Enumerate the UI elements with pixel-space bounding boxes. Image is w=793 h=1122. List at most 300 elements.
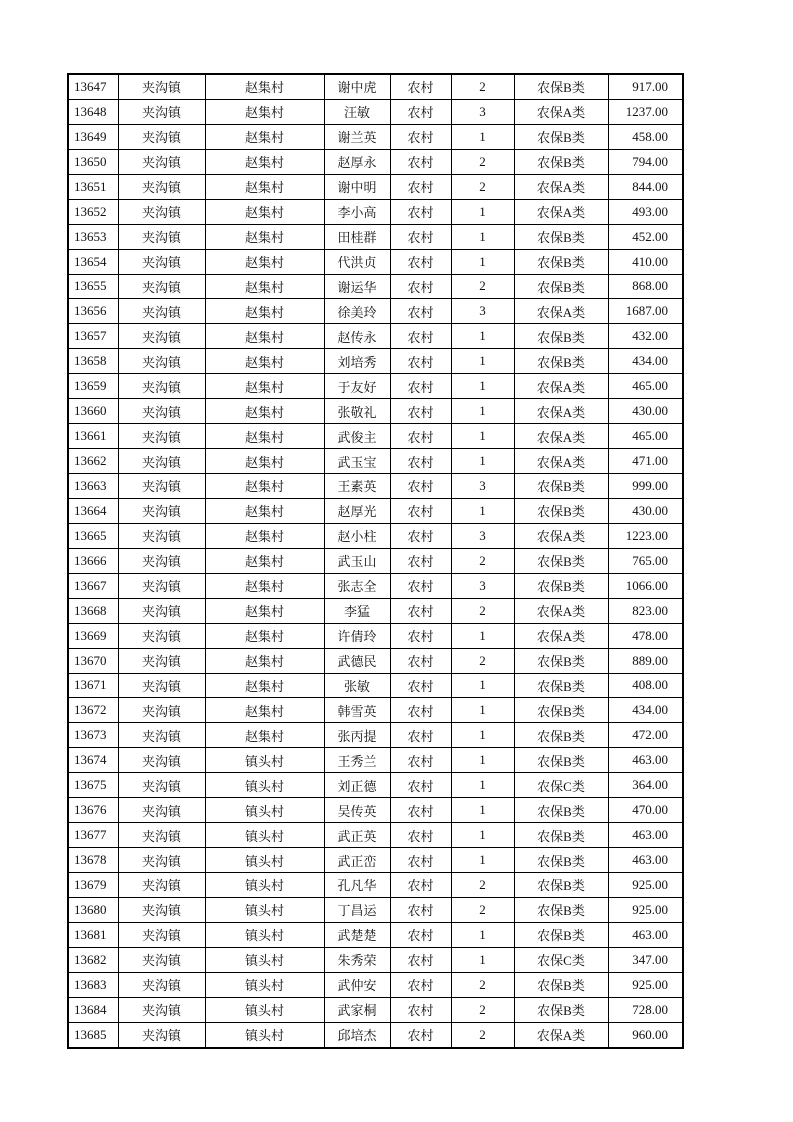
- town-cell: 夹沟镇: [118, 199, 205, 224]
- table-row: [68, 449, 683, 474]
- table-row: [68, 798, 683, 823]
- insurance-category-cell: 农保A类: [514, 1022, 608, 1047]
- village-cell: 镇头村: [205, 848, 324, 873]
- village-cell: 镇头村: [205, 873, 324, 898]
- table-row: [68, 773, 683, 798]
- amount-cell: 472.00: [608, 723, 683, 748]
- insurance-category-cell: 农保A类: [514, 374, 608, 399]
- record-id-cell: 13651: [68, 174, 118, 199]
- village-cell: 赵集村: [205, 424, 324, 449]
- insurance-category-cell: 农保B类: [514, 723, 608, 748]
- person-name-cell: 赵厚光: [324, 498, 390, 523]
- area-type-cell: 农村: [390, 498, 451, 523]
- amount-cell: 794.00: [608, 149, 683, 174]
- area-type-cell: 农村: [390, 723, 451, 748]
- town-cell: 夹沟镇: [118, 324, 205, 349]
- insurance-category-cell: 农保A类: [514, 523, 608, 548]
- amount-cell: 463.00: [608, 823, 683, 848]
- town-cell: 夹沟镇: [118, 374, 205, 399]
- amount-cell: 430.00: [608, 399, 683, 424]
- village-cell: 镇头村: [205, 823, 324, 848]
- town-cell: 夹沟镇: [118, 897, 205, 922]
- village-cell: 镇头村: [205, 997, 324, 1022]
- amount-cell: 844.00: [608, 174, 683, 199]
- insurance-category-cell: 农保A类: [514, 299, 608, 324]
- record-id-cell: 13650: [68, 149, 118, 174]
- town-cell: 夹沟镇: [118, 424, 205, 449]
- amount-cell: 458.00: [608, 124, 683, 149]
- household-size-cell: 1: [451, 224, 514, 249]
- town-cell: 夹沟镇: [118, 947, 205, 972]
- amount-cell: 430.00: [608, 498, 683, 523]
- village-cell: 赵集村: [205, 449, 324, 474]
- town-cell: 夹沟镇: [118, 224, 205, 249]
- person-name-cell: 朱秀荣: [324, 947, 390, 972]
- area-type-cell: 农村: [390, 748, 451, 773]
- amount-cell: 960.00: [608, 1022, 683, 1047]
- household-size-cell: 1: [451, 673, 514, 698]
- village-cell: 赵集村: [205, 573, 324, 598]
- area-type-cell: 农村: [390, 523, 451, 548]
- record-id-cell: 13681: [68, 922, 118, 947]
- area-type-cell: 农村: [390, 474, 451, 499]
- village-cell: 赵集村: [205, 523, 324, 548]
- village-cell: 赵集村: [205, 474, 324, 499]
- insurance-category-cell: 农保B类: [514, 873, 608, 898]
- person-name-cell: 于友好: [324, 374, 390, 399]
- table-row: [68, 498, 683, 523]
- person-name-cell: 孔凡华: [324, 873, 390, 898]
- person-name-cell: 武正峦: [324, 848, 390, 873]
- insurance-category-cell: 农保C类: [514, 947, 608, 972]
- town-cell: 夹沟镇: [118, 773, 205, 798]
- person-name-cell: 谢中明: [324, 174, 390, 199]
- insurance-category-cell: 农保C类: [514, 773, 608, 798]
- town-cell: 夹沟镇: [118, 174, 205, 199]
- record-id-cell: 13671: [68, 673, 118, 698]
- record-id-cell: 13664: [68, 498, 118, 523]
- person-name-cell: 武玉山: [324, 548, 390, 573]
- village-cell: 赵集村: [205, 324, 324, 349]
- area-type-cell: 农村: [390, 299, 451, 324]
- area-type-cell: 农村: [390, 224, 451, 249]
- amount-cell: 478.00: [608, 623, 683, 648]
- amount-cell: 463.00: [608, 848, 683, 873]
- village-cell: 赵集村: [205, 349, 324, 374]
- amount-cell: 889.00: [608, 648, 683, 673]
- insurance-category-cell: 农保B类: [514, 498, 608, 523]
- amount-cell: 1066.00: [608, 573, 683, 598]
- household-size-cell: 1: [451, 623, 514, 648]
- insurance-category-cell: 农保B类: [514, 474, 608, 499]
- table-row: [68, 873, 683, 898]
- area-type-cell: 农村: [390, 424, 451, 449]
- table-body: [68, 74, 683, 1048]
- area-type-cell: 农村: [390, 374, 451, 399]
- amount-cell: 868.00: [608, 274, 683, 299]
- insurance-category-cell: 农保B类: [514, 274, 608, 299]
- area-type-cell: 农村: [390, 848, 451, 873]
- person-name-cell: 李猛: [324, 598, 390, 623]
- household-size-cell: 2: [451, 598, 514, 623]
- insurance-category-cell: 农保B类: [514, 972, 608, 997]
- person-name-cell: 丁昌运: [324, 897, 390, 922]
- village-cell: 镇头村: [205, 748, 324, 773]
- household-size-cell: 1: [451, 199, 514, 224]
- table-row: [68, 823, 683, 848]
- area-type-cell: 农村: [390, 623, 451, 648]
- town-cell: 夹沟镇: [118, 673, 205, 698]
- household-size-cell: 1: [451, 798, 514, 823]
- area-type-cell: 农村: [390, 199, 451, 224]
- table-row: [68, 374, 683, 399]
- household-size-cell: 1: [451, 748, 514, 773]
- area-type-cell: 农村: [390, 798, 451, 823]
- amount-cell: 1687.00: [608, 299, 683, 324]
- table-row: [68, 972, 683, 997]
- record-id-cell: 13676: [68, 798, 118, 823]
- insurance-category-cell: 农保A类: [514, 399, 608, 424]
- record-id-cell: 13685: [68, 1022, 118, 1047]
- area-type-cell: 农村: [390, 548, 451, 573]
- insurance-category-cell: 农保A类: [514, 424, 608, 449]
- record-id-cell: 13656: [68, 299, 118, 324]
- record-id-cell: 13683: [68, 972, 118, 997]
- area-type-cell: 农村: [390, 99, 451, 124]
- table-row: [68, 424, 683, 449]
- table-row: [68, 848, 683, 873]
- amount-cell: 493.00: [608, 199, 683, 224]
- area-type-cell: 农村: [390, 947, 451, 972]
- table-row: [68, 399, 683, 424]
- village-cell: 赵集村: [205, 598, 324, 623]
- table-row: [68, 224, 683, 249]
- town-cell: 夹沟镇: [118, 623, 205, 648]
- person-name-cell: 许倩玲: [324, 623, 390, 648]
- record-id-cell: 13667: [68, 573, 118, 598]
- village-cell: 赵集村: [205, 374, 324, 399]
- village-cell: 赵集村: [205, 648, 324, 673]
- insurance-category-cell: 农保B类: [514, 922, 608, 947]
- village-cell: 赵集村: [205, 224, 324, 249]
- area-type-cell: 农村: [390, 648, 451, 673]
- record-id-cell: 13654: [68, 249, 118, 274]
- table-row: [68, 249, 683, 274]
- record-id-cell: 13665: [68, 523, 118, 548]
- village-cell: 镇头村: [205, 798, 324, 823]
- table-row: [68, 698, 683, 723]
- person-name-cell: 赵厚永: [324, 149, 390, 174]
- village-cell: 赵集村: [205, 274, 324, 299]
- insurance-category-cell: 农保A类: [514, 449, 608, 474]
- household-size-cell: 2: [451, 548, 514, 573]
- town-cell: 夹沟镇: [118, 149, 205, 174]
- table-row: [68, 648, 683, 673]
- area-type-cell: 农村: [390, 249, 451, 274]
- town-cell: 夹沟镇: [118, 823, 205, 848]
- town-cell: 夹沟镇: [118, 997, 205, 1022]
- area-type-cell: 农村: [390, 598, 451, 623]
- record-id-cell: 13649: [68, 124, 118, 149]
- insurance-category-cell: 农保A类: [514, 623, 608, 648]
- insurance-category-cell: 农保B类: [514, 673, 608, 698]
- village-cell: 赵集村: [205, 723, 324, 748]
- table-row: [68, 623, 683, 648]
- area-type-cell: 农村: [390, 1022, 451, 1047]
- amount-cell: 728.00: [608, 997, 683, 1022]
- record-id-cell: 13679: [68, 873, 118, 898]
- insurance-category-cell: 农保B类: [514, 74, 608, 99]
- area-type-cell: 农村: [390, 149, 451, 174]
- town-cell: 夹沟镇: [118, 573, 205, 598]
- household-size-cell: 3: [451, 523, 514, 548]
- village-cell: 赵集村: [205, 174, 324, 199]
- person-name-cell: 武楚楚: [324, 922, 390, 947]
- table-row: [68, 349, 683, 374]
- village-cell: 赵集村: [205, 498, 324, 523]
- record-id-cell: 13672: [68, 698, 118, 723]
- insurance-category-cell: 农保A类: [514, 199, 608, 224]
- household-size-cell: 1: [451, 449, 514, 474]
- village-cell: 赵集村: [205, 74, 324, 99]
- household-size-cell: 2: [451, 897, 514, 922]
- person-name-cell: 汪敏: [324, 99, 390, 124]
- town-cell: 夹沟镇: [118, 723, 205, 748]
- town-cell: 夹沟镇: [118, 648, 205, 673]
- amount-cell: 465.00: [608, 424, 683, 449]
- person-name-cell: 张丙提: [324, 723, 390, 748]
- town-cell: 夹沟镇: [118, 748, 205, 773]
- town-cell: 夹沟镇: [118, 1022, 205, 1047]
- area-type-cell: 农村: [390, 873, 451, 898]
- area-type-cell: 农村: [390, 124, 451, 149]
- amount-cell: 463.00: [608, 748, 683, 773]
- amount-cell: 408.00: [608, 673, 683, 698]
- record-id-cell: 13677: [68, 823, 118, 848]
- village-cell: 镇头村: [205, 897, 324, 922]
- amount-cell: 465.00: [608, 374, 683, 399]
- town-cell: 夹沟镇: [118, 548, 205, 573]
- town-cell: 夹沟镇: [118, 124, 205, 149]
- person-name-cell: 邱培杰: [324, 1022, 390, 1047]
- record-id-cell: 13655: [68, 274, 118, 299]
- table-row: [68, 299, 683, 324]
- person-name-cell: 吴传英: [324, 798, 390, 823]
- table-row: [68, 174, 683, 199]
- person-name-cell: 武正英: [324, 823, 390, 848]
- amount-cell: 432.00: [608, 324, 683, 349]
- village-cell: 赵集村: [205, 548, 324, 573]
- table-row: [68, 897, 683, 922]
- table-row: [68, 274, 683, 299]
- record-id-cell: 13678: [68, 848, 118, 873]
- table-row: [68, 673, 683, 698]
- insurance-category-cell: 农保B类: [514, 548, 608, 573]
- table-row: [68, 474, 683, 499]
- village-cell: 赵集村: [205, 99, 324, 124]
- village-cell: 赵集村: [205, 673, 324, 698]
- household-size-cell: 1: [451, 124, 514, 149]
- record-id-cell: 13673: [68, 723, 118, 748]
- insurance-category-cell: 农保B类: [514, 823, 608, 848]
- table-row: [68, 723, 683, 748]
- record-id-cell: 13684: [68, 997, 118, 1022]
- person-name-cell: 武仲安: [324, 972, 390, 997]
- household-size-cell: 2: [451, 1022, 514, 1047]
- area-type-cell: 农村: [390, 274, 451, 299]
- village-cell: 镇头村: [205, 922, 324, 947]
- person-name-cell: 赵传永: [324, 324, 390, 349]
- amount-cell: 765.00: [608, 548, 683, 573]
- record-id-cell: 13675: [68, 773, 118, 798]
- household-size-cell: 1: [451, 349, 514, 374]
- area-type-cell: 农村: [390, 573, 451, 598]
- amount-cell: 452.00: [608, 224, 683, 249]
- table-row: [68, 573, 683, 598]
- person-name-cell: 田桂群: [324, 224, 390, 249]
- person-name-cell: 刘正德: [324, 773, 390, 798]
- household-size-cell: 2: [451, 274, 514, 299]
- record-id-cell: 13661: [68, 424, 118, 449]
- amount-cell: 925.00: [608, 897, 683, 922]
- village-cell: 镇头村: [205, 972, 324, 997]
- town-cell: 夹沟镇: [118, 873, 205, 898]
- amount-cell: 917.00: [608, 74, 683, 99]
- table-row: [68, 997, 683, 1022]
- record-id-cell: 13660: [68, 399, 118, 424]
- person-name-cell: 代洪贞: [324, 249, 390, 274]
- insurance-category-cell: 农保B类: [514, 897, 608, 922]
- household-size-cell: 2: [451, 873, 514, 898]
- insurance-category-cell: 农保B类: [514, 573, 608, 598]
- person-name-cell: 谢兰英: [324, 124, 390, 149]
- record-id-cell: 13682: [68, 947, 118, 972]
- town-cell: 夹沟镇: [118, 972, 205, 997]
- table-row: [68, 124, 683, 149]
- household-size-cell: 1: [451, 399, 514, 424]
- record-id-cell: 13674: [68, 748, 118, 773]
- household-size-cell: 1: [451, 698, 514, 723]
- town-cell: 夹沟镇: [118, 922, 205, 947]
- area-type-cell: 农村: [390, 74, 451, 99]
- village-cell: 赵集村: [205, 149, 324, 174]
- person-name-cell: 李小高: [324, 199, 390, 224]
- town-cell: 夹沟镇: [118, 698, 205, 723]
- person-name-cell: 武家桐: [324, 997, 390, 1022]
- record-id-cell: 13653: [68, 224, 118, 249]
- town-cell: 夹沟镇: [118, 598, 205, 623]
- table-row: [68, 947, 683, 972]
- person-name-cell: 谢运华: [324, 274, 390, 299]
- village-cell: 赵集村: [205, 249, 324, 274]
- amount-cell: 925.00: [608, 972, 683, 997]
- insurance-category-cell: 农保B类: [514, 249, 608, 274]
- table-row: [68, 523, 683, 548]
- household-size-cell: 1: [451, 498, 514, 523]
- household-size-cell: 3: [451, 299, 514, 324]
- insurance-category-cell: 农保B类: [514, 748, 608, 773]
- area-type-cell: 农村: [390, 922, 451, 947]
- household-size-cell: 1: [451, 823, 514, 848]
- amount-cell: 364.00: [608, 773, 683, 798]
- area-type-cell: 农村: [390, 673, 451, 698]
- household-size-cell: 1: [451, 324, 514, 349]
- household-size-cell: 3: [451, 474, 514, 499]
- village-cell: 赵集村: [205, 623, 324, 648]
- town-cell: 夹沟镇: [118, 399, 205, 424]
- person-name-cell: 武德民: [324, 648, 390, 673]
- amount-cell: 471.00: [608, 449, 683, 474]
- record-id-cell: 13657: [68, 324, 118, 349]
- person-name-cell: 刘培秀: [324, 349, 390, 374]
- household-size-cell: 1: [451, 848, 514, 873]
- amount-cell: 1223.00: [608, 523, 683, 548]
- person-name-cell: 张敏: [324, 673, 390, 698]
- record-id-cell: 13662: [68, 449, 118, 474]
- village-cell: 镇头村: [205, 1022, 324, 1047]
- person-name-cell: 张敬礼: [324, 399, 390, 424]
- insurance-category-cell: 农保B类: [514, 149, 608, 174]
- insurance-category-cell: 农保B类: [514, 848, 608, 873]
- insurance-category-cell: 农保B类: [514, 224, 608, 249]
- household-size-cell: 1: [451, 723, 514, 748]
- area-type-cell: 农村: [390, 773, 451, 798]
- record-id-cell: 13658: [68, 349, 118, 374]
- household-size-cell: 1: [451, 922, 514, 947]
- household-size-cell: 2: [451, 149, 514, 174]
- area-type-cell: 农村: [390, 399, 451, 424]
- area-type-cell: 农村: [390, 174, 451, 199]
- record-id-cell: 13680: [68, 897, 118, 922]
- amount-cell: 470.00: [608, 798, 683, 823]
- area-type-cell: 农村: [390, 449, 451, 474]
- town-cell: 夹沟镇: [118, 449, 205, 474]
- village-cell: 镇头村: [205, 773, 324, 798]
- household-size-cell: 2: [451, 648, 514, 673]
- town-cell: 夹沟镇: [118, 299, 205, 324]
- insurance-category-cell: 农保B类: [514, 997, 608, 1022]
- village-cell: 镇头村: [205, 947, 324, 972]
- village-cell: 赵集村: [205, 399, 324, 424]
- town-cell: 夹沟镇: [118, 349, 205, 374]
- amount-cell: 347.00: [608, 947, 683, 972]
- town-cell: 夹沟镇: [118, 99, 205, 124]
- town-cell: 夹沟镇: [118, 848, 205, 873]
- town-cell: 夹沟镇: [118, 798, 205, 823]
- area-type-cell: 农村: [390, 972, 451, 997]
- insurance-category-cell: 农保B类: [514, 698, 608, 723]
- person-name-cell: 王素英: [324, 474, 390, 499]
- area-type-cell: 农村: [390, 997, 451, 1022]
- insurance-category-cell: 农保A类: [514, 99, 608, 124]
- insurance-category-cell: 农保B类: [514, 349, 608, 374]
- insurance-category-cell: 农保B类: [514, 648, 608, 673]
- person-name-cell: 韩雪英: [324, 698, 390, 723]
- amount-cell: 410.00: [608, 249, 683, 274]
- record-id-cell: 13663: [68, 474, 118, 499]
- area-type-cell: 农村: [390, 324, 451, 349]
- household-size-cell: 2: [451, 972, 514, 997]
- person-name-cell: 王秀兰: [324, 748, 390, 773]
- household-size-cell: 1: [451, 249, 514, 274]
- household-size-cell: 3: [451, 99, 514, 124]
- record-id-cell: 13666: [68, 548, 118, 573]
- amount-cell: 1237.00: [608, 99, 683, 124]
- table-row: [68, 922, 683, 947]
- town-cell: 夹沟镇: [118, 249, 205, 274]
- table-row: [68, 149, 683, 174]
- town-cell: 夹沟镇: [118, 523, 205, 548]
